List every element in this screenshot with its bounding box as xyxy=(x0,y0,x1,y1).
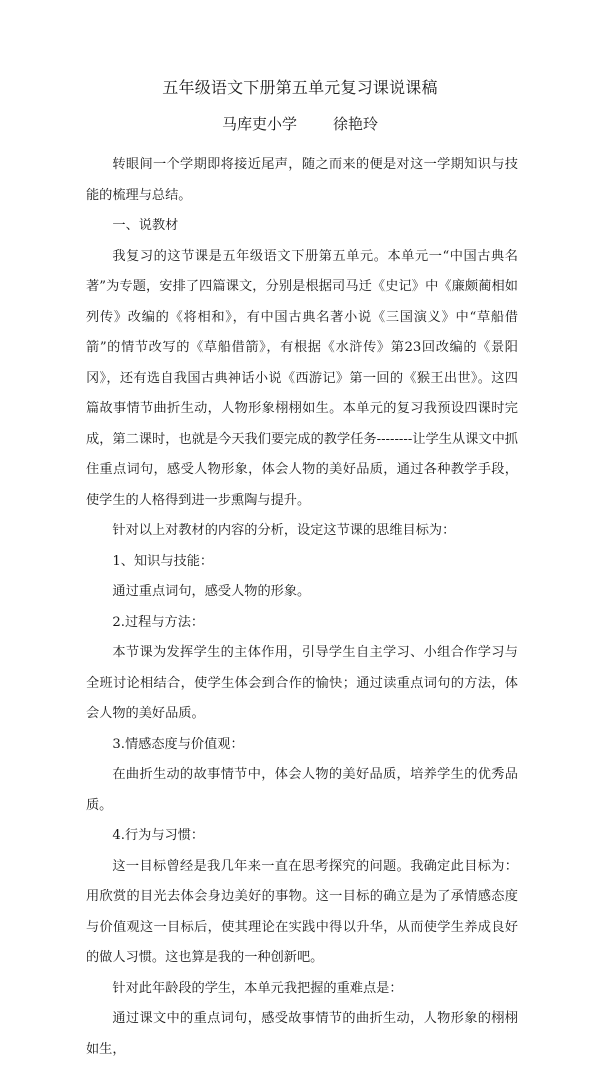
goal-text-knowledge: 通过重点词句，感受人物的形象。 xyxy=(112,584,311,599)
document-body xyxy=(86,150,518,1065)
goal-text-attitude: 在曲折生动的故事情节中，体会人物的美好品质，培养学生的优秀品质。 xyxy=(86,767,518,813)
author-name: 徐艳玲 xyxy=(333,115,379,133)
goal-heading-knowledge: 1、知识与技能： xyxy=(112,553,214,569)
paragraph-key-points: 通过课文中的重点词句，感受故事情节的曲折生动，人物形象的栩栩如生， xyxy=(86,1011,518,1057)
goal-text-process: 本节课为发挥学生的主体作用，引导学生自主学习、小组合作学习与全班讨论相结合，使学生体会到合作的愉快；通过读重点词句的方法，体会人物的美好品质。 xyxy=(86,645,518,721)
goal-heading-behavior: 4.行为与习惯： xyxy=(112,828,205,843)
goal-heading-process: 2.过程与方法： xyxy=(112,614,205,630)
document-title: 五年级语文下册第五单元复习课说课稿 xyxy=(162,78,438,97)
school-name: 马库吏小学 xyxy=(221,115,297,133)
section-heading-textbook: 一、说教材 xyxy=(112,218,179,233)
paragraph-key-points-intro: 针对此年龄段的学生，本单元我把握的重难点是： xyxy=(112,980,403,996)
goal-text-behavior: 这一目标曾经是我几年来一直在思考探究的问题。我确定此目标为：用欣赏的目光去体会身边美好的事物。这一目标的确立是为了承情感态度与价值观这一目标后，使其理论在实践中得以升华，从而使学生养成良好的做人习惯。这也算是我的一种创新吧。 xyxy=(86,858,518,965)
byline xyxy=(0,113,600,135)
goal-heading-attitude: 3.情感态度与价值观： xyxy=(112,736,244,752)
paragraph-intro: 转眼间一个学期即将接近尾声，随之而来的便是对这一学期知识与技能的梳理与总结。 xyxy=(86,157,518,203)
paragraph-textbook: 我复习的这节课是五年级语文下册第五单元。本单元一“中国古典名著”为专题，安排了四篇课文，分别是根据司马迁《史记》中《廉颇蔺相如列传》改编的《将相和》，有中国古典名著小说《三国演义》中“草船借箭”的情节改写的《草船借箭》，有根据《水浒传》第23回改编的《景阳冈》，还有选自我国古典神话小说《西游记》第一回的《猴王出世》。这四篇故事情节曲折生动，人物形象栩栩如生。本单元的复习我预设四课时完成，第二课时，也就是今天我们要完成的教学任务--------让学生从课文中抓住重点词句，感受人物形象，体会人物的美好品质，通过各种教学手段，使学生的人格得到进一步熏陶与提升。 xyxy=(86,248,518,508)
paragraph-goals-intro: 针对以上对教材的内容的分析，设定这节课的思维目标为： xyxy=(112,523,456,538)
